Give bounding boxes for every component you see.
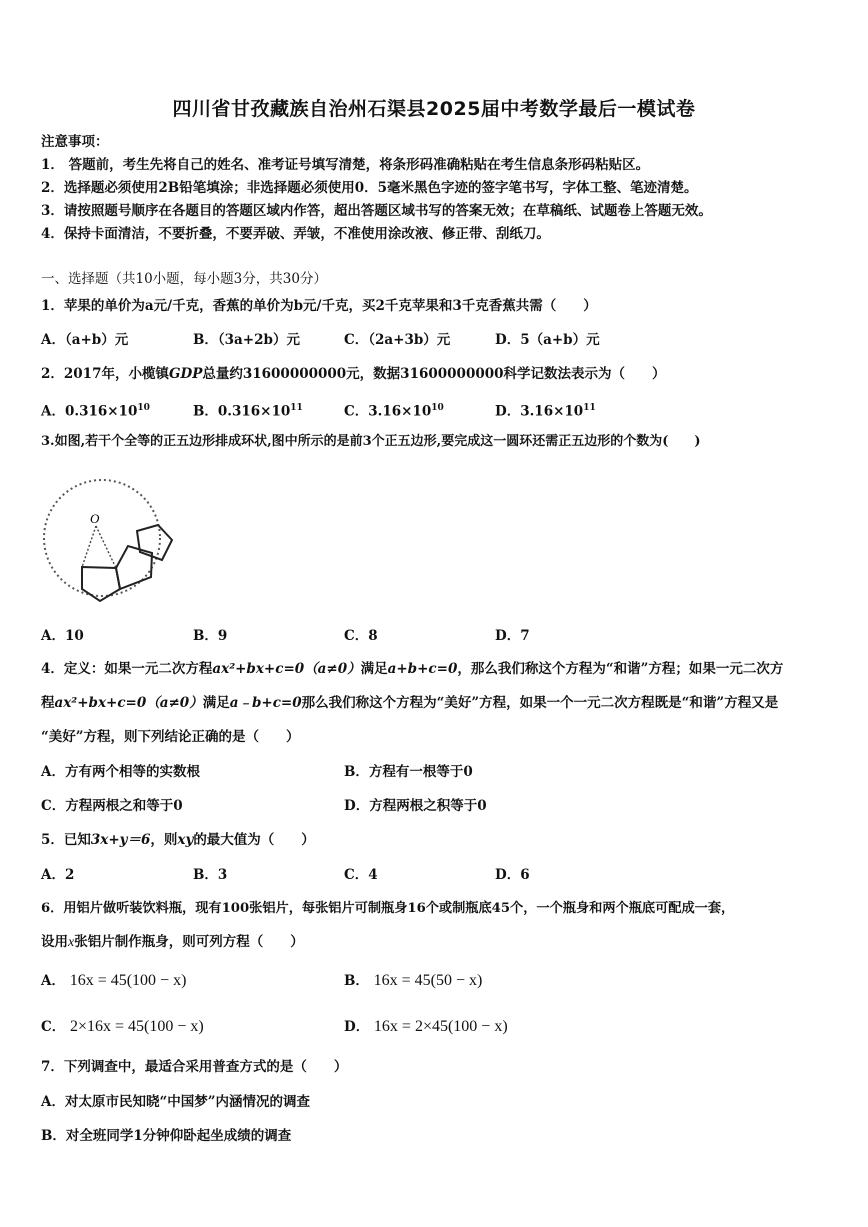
center-label-o: O — [90, 511, 100, 526]
q1-option-b: B．（3a+2b）元 — [193, 332, 300, 348]
notice-item-1: 1． 答题前，考生先将自己的姓名、准考证号填写清楚，将条形码准确粘贴在考生信息条形码粘贴区。 — [41, 157, 650, 173]
q1-option-d: D．5（a+b）元 — [495, 332, 600, 348]
exam-title: 四川省甘孜藏族自治州石渠县2025届中考数学最后一模试卷 — [172, 98, 696, 120]
q2-option-d: D．$3.16\times 10^{11}$ — [495, 403, 596, 420]
q2-stem-post: 总量约31600000000元，数据31600000000科学记数法表示为（ ） — [202, 366, 666, 382]
q1-option-c: C．（2a+3b）元 — [344, 332, 451, 348]
q2-option-a: A．$0.316\times 10^{10}$ — [41, 403, 150, 420]
q6-option-c: C． 2×16x = 45(100 − x) — [41, 1018, 204, 1035]
pentagon-ring-figure — [40, 468, 180, 608]
q6-option-b: B． 16x = 45(50 − x) — [344, 972, 483, 989]
notice-item-3: 3．请按照题号顺序在各题目的答题区域内作答，超出答题区域书写的答案无效；在草稿纸、试题卷上答题无效。 — [41, 203, 712, 219]
q3-option-d: D．7 — [495, 628, 530, 644]
q5-option-b: B．3 — [193, 867, 228, 883]
q7-option-b: B．对全班同学1分钟仰卧起坐成绩的调查 — [41, 1128, 292, 1144]
q4-option-b: B．方程有一根等于0 — [344, 764, 473, 780]
q2-stem-pre: 2．2017年，小榄镇 — [41, 366, 169, 382]
q5-option-d: D．6 — [495, 867, 530, 883]
q2-option-b: B．$0.316\times 10^{11}$ — [193, 403, 303, 420]
pentagon-3 — [137, 525, 172, 560]
q2-stem — [41, 365, 666, 383]
q3-stem: 3.如图,若干个全等的正五边形排成环状,图中所示的是前3个正五边形,要完成这一圆环还需正五边形的个数为( ) — [41, 434, 701, 449]
q5-option-a: A．2 — [41, 867, 75, 883]
q4-option-d: D．方程两根之积等于0 — [344, 798, 487, 814]
q2-option-c: C．$3.16\times 10^{10}$ — [344, 403, 444, 420]
pentagon-2 — [116, 546, 152, 589]
q3-option-a: A．10 — [41, 628, 84, 644]
q7-stem: 7．下列调查中，最适合采用普查方式的是（ ） — [41, 1059, 348, 1075]
q4-option-c: C．方程两根之和等于0 — [41, 798, 183, 814]
q1-option-a: A．（a+b）元 — [41, 332, 129, 348]
notice-item-4: 4．保持卡面清洁，不要折叠，不要弄破、弄皱，不准使用涂改液、修正带、刮纸刀。 — [41, 226, 550, 242]
q5-option-c: C．4 — [344, 867, 378, 883]
q6-option-a: A． 16x = 45(100 − x) — [41, 972, 187, 989]
q4-line-2: 程ax²+bx+c=0（a≠0）满足a﹣b+c=0那么我们称这个方程为“美好”方程，如果一个一元二次方程既是“和谐”方程又是 — [41, 695, 779, 711]
q3-option-c: C．8 — [344, 628, 378, 644]
q2-stem-gdp: GDP — [168, 366, 203, 382]
q6-line-2: 设用x张铝片制作瓶身，则可列方程（ ） — [41, 934, 304, 950]
q3-option-b: B．9 — [193, 628, 228, 644]
q4-line-1: 4．定义：如果一元二次方程ax²+bx+c=0（a≠0）满足a+b+c=0，那么我们称这个方程为“和谐”方程；如果一元二次方 — [41, 661, 784, 677]
q4-option-a: A．方有两个相等的实数根 — [41, 764, 200, 780]
notice-heading: 注意事项： — [41, 134, 109, 150]
radius-line-2 — [96, 526, 116, 568]
q7-option-a: A．对太原市民知晓“中国梦”内涵情况的调查 — [41, 1094, 311, 1110]
q4-line-3: “美好”方程，则下列结论正确的是（ ） — [41, 729, 300, 745]
q1-stem: 1．苹果的单价为a元/千克，香蕉的单价为b元/千克，买2千克苹果和3千克香蕉共需（ ） — [41, 298, 597, 314]
q6-option-d: D． 16x = 2×45(100 − x) — [344, 1018, 508, 1035]
q5-stem: 5．已知3x+y＝6，则xy的最大值为（ ） — [41, 832, 315, 848]
q6-line-1: 6．用铝片做听装饮料瓶，现有100张铝片，每张铝片可制瓶身16个或制瓶底45个，一个瓶身和两个瓶底可配成一套， — [41, 901, 735, 916]
section-heading: 一、选择题（共10小题，每小题3分，共30分） — [41, 271, 327, 287]
notice-item-2: 2．选择题必须使用2B铅笔填涂；非选择题必须使用0．5毫米黑色字迹的签字笔书写，字体工整、笔迹清楚。 — [41, 180, 698, 196]
radius-line-1 — [82, 526, 96, 567]
